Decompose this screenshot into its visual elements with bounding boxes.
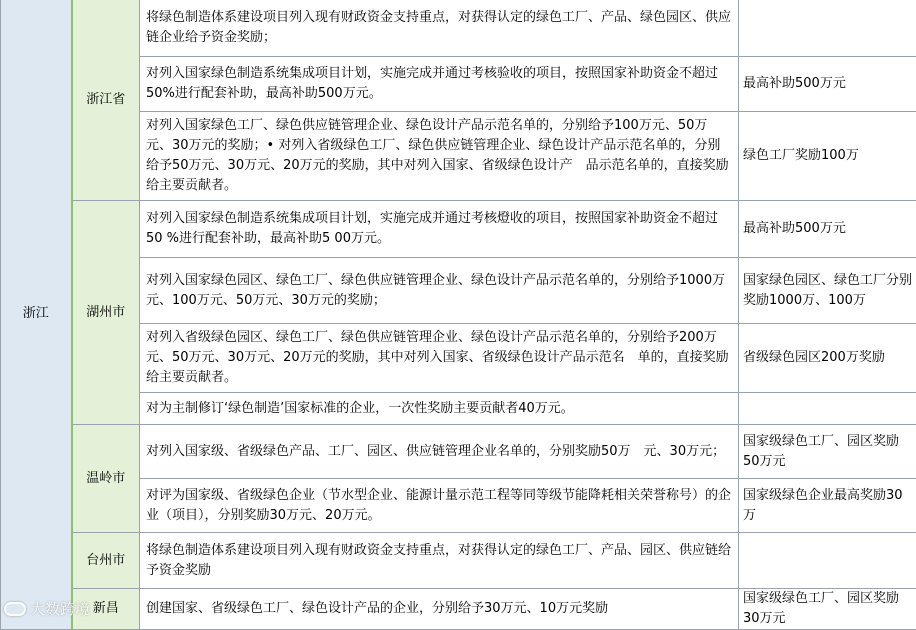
watermark-logo-icon — [4, 602, 26, 616]
award-cell: 国家级绿色工厂、园区奖励50万元 — [739, 425, 916, 479]
watermark — [4, 598, 90, 619]
policy-cell: 对列入国家绿色制造系统集成项目计划，实施完成并通过考核燈收的项目，按照国家补助资金不超过50 %进行配套补助，最高补助5 00万元。 — [140, 201, 739, 258]
award-cell: 绿色工厂奖励100万 — [739, 112, 916, 201]
city-cell-huzhou: 湖州市 — [72, 201, 140, 425]
city-cell-zhejiang-province: 浙江省 — [72, 0, 140, 201]
award-cell: 国家绿色园区、绿色工厂分别奖励1000万、100万 — [739, 258, 916, 324]
watermark-text: 大数跨境 — [30, 598, 90, 619]
table-row — [1, 0, 916, 57]
policy-cell: 对列入国家绿色制造系统集成项目计划，实施完成并通过考核验收的项目，按照国家补助资金不超过50%进行配套补助，最高补助500万元。 — [140, 57, 739, 112]
policy-cell: 对为主制修订‘绿色制造’国家标准的企业，一次性奖励主要贡献者40万元。 — [140, 393, 739, 425]
table-row — [1, 425, 916, 479]
policy-cell: 对列入国家绿色工厂、绿色供应链管理企业、绿色设计产品示范名单的，分别给予100万元、50万元、30万元的奖励；• 对列入省级绿色工厂、绿色供应链管理企业、绿色设计产品示范名单的，分别给予50万元、30万元、20万元的奖励，其中对列入国家、省级绿色设计产 品示范名单的，直接奖励给主要贡献者。 — [140, 112, 739, 201]
policy-cell: 将绿色制造体系建设项目列入现有财政资金支持重点，对获得认定的绿色工厂、产品、园区、供应链给予资金奖励 — [140, 533, 739, 589]
award-cell — [739, 0, 916, 57]
province-cell: 浙江 — [1, 0, 72, 630]
table-row — [1, 589, 916, 630]
award-cell: 最高补助500万元 — [739, 201, 916, 258]
award-cell — [739, 393, 916, 425]
city-cell-taizhou: 台州市 — [72, 533, 140, 589]
policy-cell: 对列入省级绿色园区、绿色工厂、绿色供应链管理企业、绿色设计产品示范名单的，分别给予200万元、50万元、30万元、20万元的奖励，其中对列入国家、省级绿色设计产品示范名 单的，直接奖励给主要贡献者。 — [140, 324, 739, 393]
award-cell — [739, 533, 916, 589]
policy-cell: 对列入国家级、省级绿色产品、工厂、园区、供应链管理企业名单的，分别奖励50万 元、30万元； — [140, 425, 739, 479]
award-cell: 国家级绿色工厂、园区奖励30万元 — [739, 589, 916, 630]
award-cell: 最高补助500万元 — [739, 57, 916, 112]
city-cell-wenling: 温岭市 — [72, 425, 140, 533]
policy-cell: 将绿色制造体系建设项目列入现有财政资金支持重点，对获得认定的绿色工厂、产品、绿色园区、供应链企业给予资金奖励； — [140, 0, 739, 57]
table-row — [1, 533, 916, 589]
award-cell: 省级绿色园区200万奖励 — [739, 324, 916, 393]
policy-cell: 创建国家、省级绿色工厂、绿色设计产品的企业，分别给予30万元、10万元奖励 — [140, 589, 739, 630]
table-row — [1, 201, 916, 258]
policy-cell: 对列入国家绿色园区、绿色工厂、绿色供应链管理企业、绿色设计产品示范名单的，分别给予1000万元、100万元、50万元、30万元的奖励； — [140, 258, 739, 324]
award-cell: 国家级绿色企业最高奖励30万 — [739, 479, 916, 533]
city-cell-xinchang: 新昌 — [72, 589, 140, 630]
policy-cell: 对评为国家级、省级绿色企业（节水型企业、能源计量示范工程等同等级节能降耗相关荣誉称号）的企业（项目），分别奖励30万元、20万元。 — [140, 479, 739, 533]
